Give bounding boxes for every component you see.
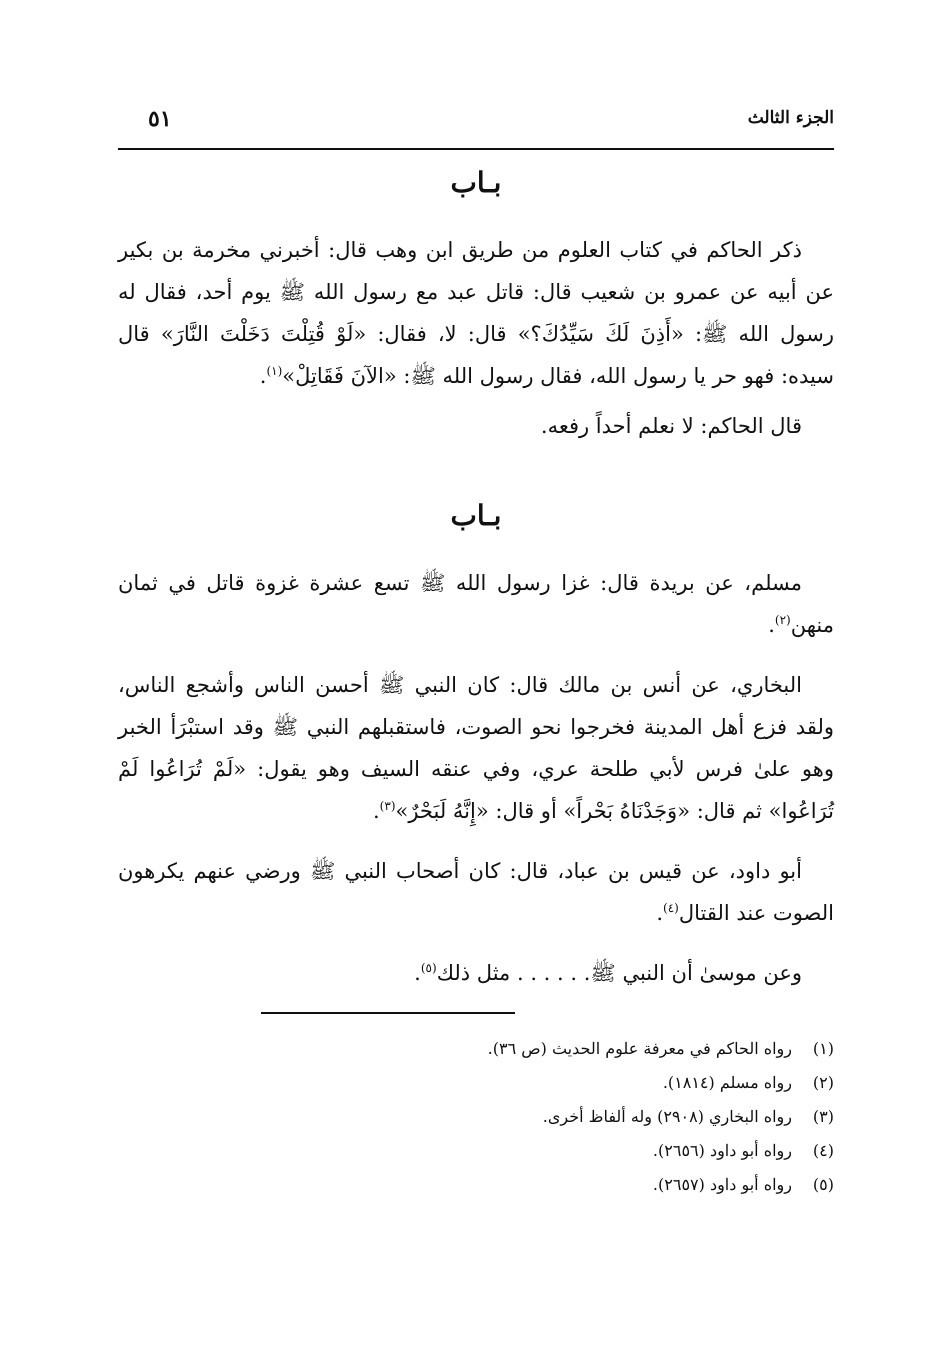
footnote-reference: (٤) [663, 901, 679, 915]
paragraph-end: . [259, 364, 267, 388]
footnote-number: (٢) [812, 1073, 834, 1092]
section-title: بـاب [450, 499, 502, 532]
footnote-text: رواه أبو داود (٢٦٥٦). [652, 1141, 792, 1160]
footnote-item [118, 1066, 834, 1100]
paragraph-text: أبو داود، عن قيس بن عباد، قال: كان أصحاب النبي ﷺ ورضي عنهم يكرهون الصوت عند القتال [118, 859, 834, 925]
footnotes [118, 1032, 834, 1202]
running-title: الجزء الثالث [747, 108, 834, 128]
footnote-item [118, 1168, 834, 1202]
footnote-text: رواه أبو داود (٢٦٥٧). [652, 1175, 792, 1194]
footnote-reference: (٣) [379, 799, 396, 813]
paragraph-text: ذكر الحاكم في كتاب العلوم من طريق ابن وهب قال: أخبرني مخرمة بن بكير عن أبيه عن عمرو بن شعيب قال: قاتل عبد مع رسول الله ﷺ يوم أحد، فقال له رسول الله ﷺ: «أَذِنَ لَكَ سَيِّدُكَ؟» قال: لا، فقال: «لَوْ قُتِلْتَ دَخَلْتَ النَّارَ» قال سيده: فهو حر يا رسول الله، فقال رسول الله ﷺ: «الآنَ فَقَاتِلْ» [118, 238, 834, 388]
paragraph-end: . [372, 799, 380, 823]
book-page [118, 98, 834, 1298]
footnote-number: (٣) [812, 1107, 834, 1126]
footnote-text: رواه مسلم (١٨١٤). [662, 1073, 792, 1092]
footnote-text: رواه الحاكم في معرفة علوم الحديث (ص ٣٦). [487, 1039, 792, 1058]
footnote-item [118, 1032, 834, 1066]
page-number: ٥١ [148, 106, 172, 132]
hadith-paragraph [118, 952, 834, 994]
paragraph-text: مسلم، عن بريدة قال: غزا رسول الله ﷺ تسع عشرة غزوة قاتل في ثمان منهن [118, 571, 834, 637]
footnote-item [118, 1100, 834, 1134]
footnote-divider [261, 1012, 515, 1014]
paragraph-end: . [414, 961, 421, 985]
hadith-paragraph [118, 850, 834, 934]
paragraph-end: . [656, 901, 664, 925]
footnote-number: (٤) [812, 1141, 834, 1160]
paragraph-text: البخاري، عن أنس بن مالك قال: كان النبي ﷺ أحسن الناس وأشجع الناس، ولقد فزع أهل المدينة فخرجوا نحو الصوت، فاستقبلهم النبي ﷺ وقد استبْرَأ الخبر وهو علىٰ فرس لأبي طلحة عري، وفي عنقه السيف وهو يقول: «لَمْ تُرَاعُوا لَمْ تُرَاعُوا» ثم قال: «وَجَدْنَاهُ بَحْراً» أو قال: «إِنَّهُ لَبَحْرٌ» [118, 673, 834, 823]
hadith-paragraph [118, 229, 834, 397]
hadith-paragraph [118, 664, 834, 832]
footnote-number: (٥) [812, 1175, 834, 1194]
footnote-reference: (٥) [420, 961, 437, 975]
section-title: بـاب [450, 166, 502, 199]
footnote-reference: (٢) [774, 613, 791, 627]
footnote-number: (١) [812, 1039, 834, 1058]
footnote-reference: (١) [266, 364, 283, 378]
paragraph-end: . [768, 613, 775, 637]
paragraph-text: قال الحاكم: لا نعلم أحداً رفعه. [540, 414, 802, 438]
footnote-item [118, 1134, 834, 1168]
paragraph-text: وعن موسىٰ أن النبي ﷺ. . . . . . مثل ذلك [436, 961, 802, 985]
footnote-text: رواه البخاري (٢٩٠٨) وله ألفاظ أخرى. [542, 1107, 792, 1126]
hadith-paragraph [118, 405, 834, 447]
hadith-paragraph [118, 562, 834, 646]
page-header [118, 98, 834, 150]
